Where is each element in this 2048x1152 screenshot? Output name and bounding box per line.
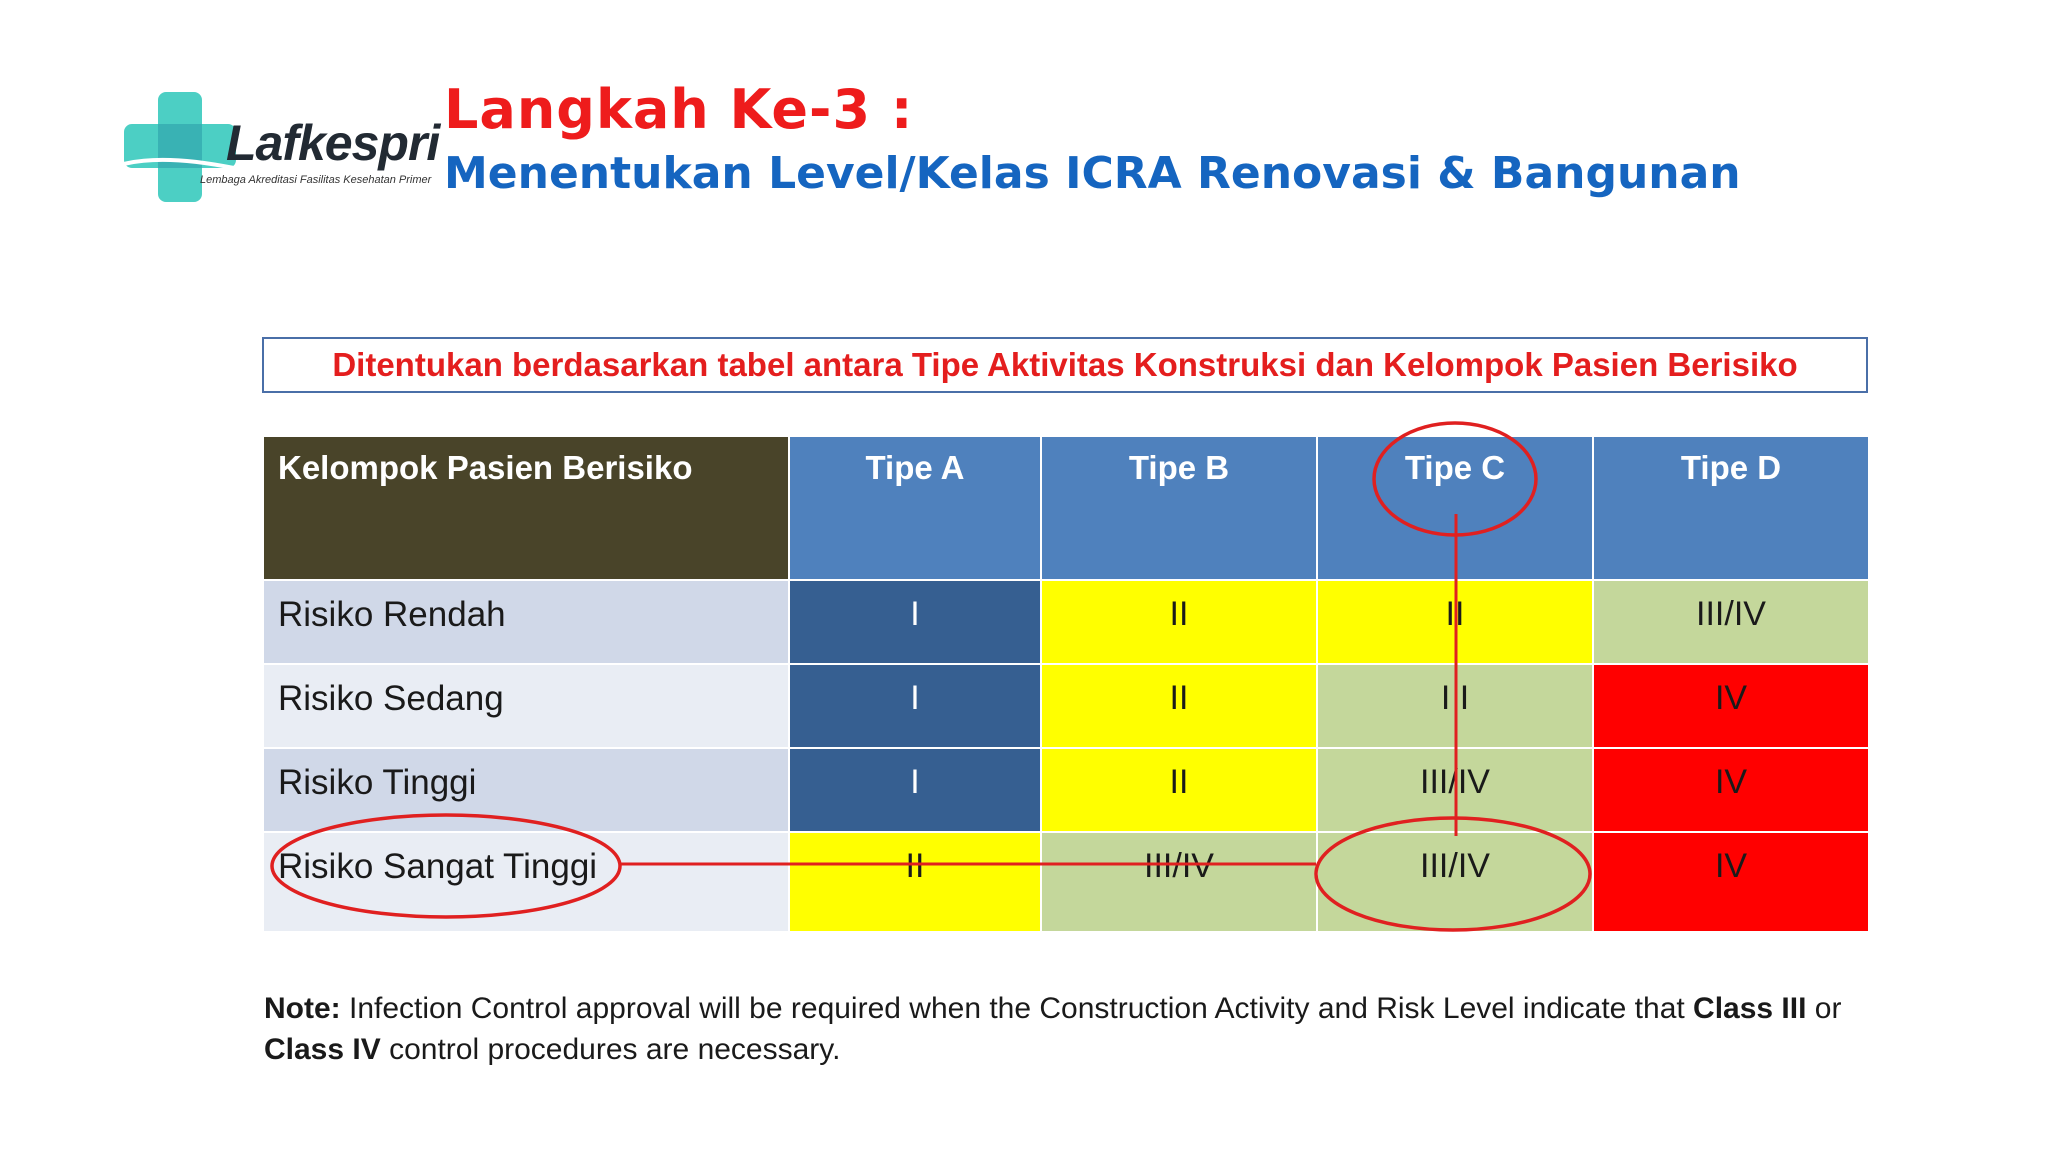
note-class-iv: Class IV	[264, 1033, 381, 1066]
header-type-c: Tipe C	[1317, 436, 1593, 580]
table-header-row	[263, 436, 1869, 580]
table-cell: II	[1317, 580, 1593, 664]
table-cell: IV	[1593, 664, 1869, 748]
table-cell: II	[1041, 664, 1317, 748]
table-cell: I	[789, 748, 1041, 832]
note-class-iii: Class III	[1693, 992, 1807, 1025]
note-text: Infection Control approval will be required when the Construction Activity and Risk Level indicate that	[340, 992, 1694, 1025]
table-cell: III/IV	[1317, 748, 1593, 832]
row-label: Risiko Sangat Tinggi	[263, 832, 789, 932]
page-subtitle: Menentukan Level/Kelas ICRA Renovasi & Bangunan	[444, 148, 1741, 199]
row-label: Risiko Rendah	[263, 580, 789, 664]
table-cell: II	[1041, 748, 1317, 832]
icra-matrix-table	[262, 435, 1870, 933]
note-text: or	[1806, 992, 1842, 1025]
table-row	[263, 748, 1869, 832]
logo-wordmark: Lafkespri	[226, 115, 440, 171]
logo	[120, 88, 440, 208]
header-type-d: Tipe D	[1593, 436, 1869, 580]
page-title: Langkah Ke-3 :	[444, 78, 914, 141]
table-row	[263, 664, 1869, 748]
table-row	[263, 580, 1869, 664]
logo-tagline: Lembaga Akreditasi Fasilitas Kesehatan Primer	[200, 174, 432, 186]
table-cell: IV	[1593, 832, 1869, 932]
note-label: Note:	[264, 992, 341, 1025]
row-label: Risiko Sedang	[263, 664, 789, 748]
table-cell: I	[789, 664, 1041, 748]
header-patient-group: Kelompok Pasien Berisiko	[263, 436, 789, 580]
table-cell: II	[789, 832, 1041, 932]
table-cell: III/IV	[1041, 832, 1317, 932]
header-type-b: Tipe B	[1041, 436, 1317, 580]
table-cell: IV	[1593, 748, 1869, 832]
note-text: control procedures are necessary.	[380, 1033, 841, 1066]
table-cell: I I	[1317, 664, 1593, 748]
header-type-a: Tipe A	[789, 436, 1041, 580]
row-label: Risiko Tinggi	[263, 748, 789, 832]
footnote	[264, 988, 1864, 1070]
table-row	[263, 832, 1869, 932]
table-cell: II	[1041, 580, 1317, 664]
medical-cross-logo-icon	[120, 88, 240, 208]
info-box: Ditentukan berdasarkan tabel antara Tipe Aktivitas Konstruksi dan Kelompok Pasien Berisiko	[262, 337, 1868, 393]
table-cell: I	[789, 580, 1041, 664]
table-cell: III/IV	[1317, 832, 1593, 932]
table-cell: III/IV	[1593, 580, 1869, 664]
